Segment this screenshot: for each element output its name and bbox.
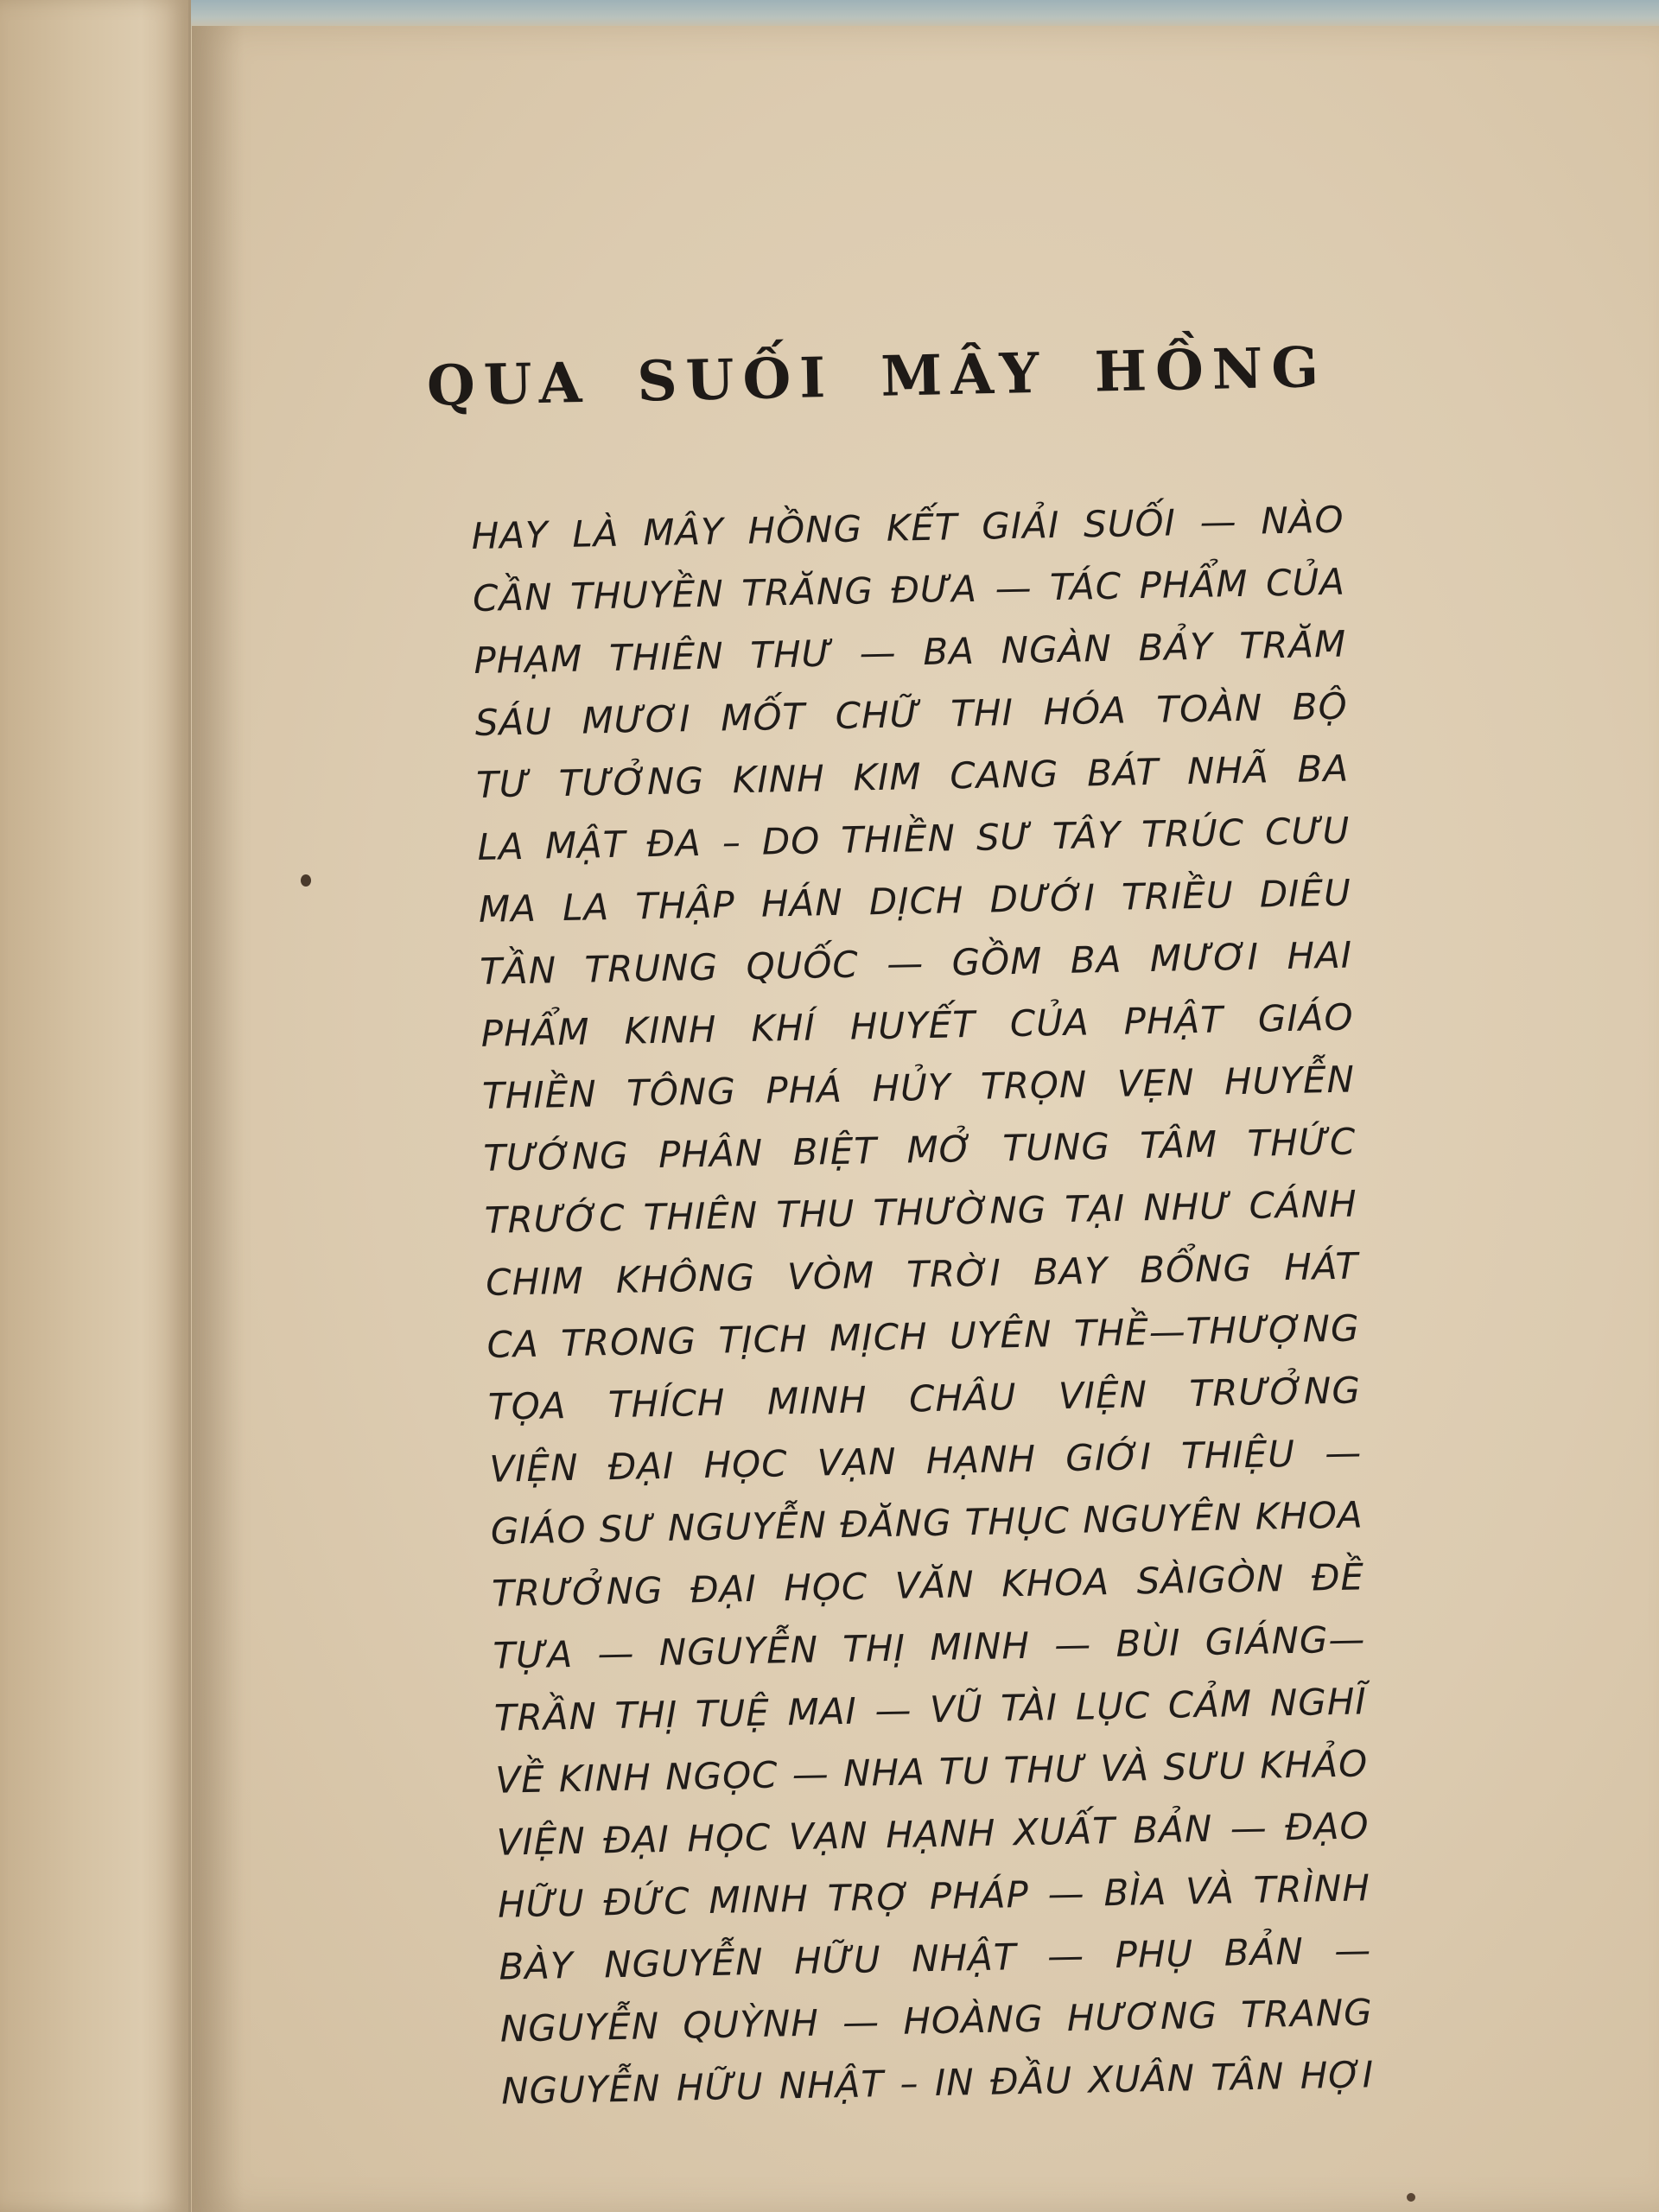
- text-line: VIỆN ĐẠI HỌC VẠN HẠNH XUẤT BẢN — ĐẠO: [496, 1804, 1370, 1864]
- text-line: TƯ TƯỞNG KINH KIM CANG BÁT NHÃ BA: [475, 747, 1350, 806]
- text-line: TẦN TRUNG QUỐC — GỒM BA MƯƠI HAI: [479, 933, 1353, 993]
- text-line: TRƯỞNG ĐẠI HỌC VĂN KHOA SÀIGÒN ĐỀ: [491, 1555, 1365, 1615]
- text-line: TRƯỚC THIÊN THU THƯỜNG TẠI NHƯ CÁNH: [484, 1182, 1358, 1242]
- text-line: TỰA — NGUYỄN THỊ MINH — BÙI GIÁNG—: [493, 1618, 1366, 1677]
- text-line: CẦN THUYỀN TRĂNG ĐƯA — TÁC PHẨM CỦA: [472, 560, 1346, 620]
- text-line: BÀY NGUYỄN HỮU NHẬT — PHỤ BẢN —: [499, 1929, 1372, 1988]
- background-strip: [0, 0, 1659, 29]
- paper-spot: [1407, 2193, 1415, 2202]
- text-line: HỮU ĐỨC MINH TRỢ PHÁP — BÌA VÀ TRÌNH: [497, 1866, 1371, 1926]
- paper-spot: [301, 874, 311, 887]
- text-line: TƯỚNG PHÂN BIỆT MỞ TUNG TÂM THỨC: [483, 1120, 1357, 1179]
- text-line: THIỀN TÔNG PHÁ HỦY TRỌN VẸN HUYỄN: [481, 1058, 1356, 1117]
- text-line: HAY LÀ MÂY HỒNG KẾT GIẢI SUỐI — NÀO: [471, 498, 1344, 557]
- text-line: PHẨM KINH KHÍ HUYẾT CỦA PHẬT GIÁO: [480, 995, 1355, 1055]
- text-line: NGUYỄN HỮU NHẬT – IN ĐẦU XUÂN TÂN HỢI: [500, 2053, 1375, 2113]
- text-line: NGUYỄN QUỲNH — HOÀNG HƯƠNG TRANG: [499, 1991, 1374, 2050]
- left-page-edge: [0, 0, 191, 2212]
- text-line: SÁU MƯƠI MỐT CHỮ THI HÓA TOÀN BỘ: [474, 684, 1349, 744]
- text-line: CHIM KHÔNG VÒM TRỜI BAY BỔNG HÁT: [485, 1244, 1359, 1304]
- text-line: CA TRONG TỊCH MỊCH UYÊN THỀ—THƯỢNG: [486, 1306, 1360, 1366]
- text-line: LA MẬT ĐA – DO THIỀN SƯ TÂY TRÚC CƯU: [477, 809, 1351, 868]
- body-text: [471, 489, 1375, 2123]
- text-line: MA LA THẬP HÁN DỊCH DƯỚI TRIỀU DIÊU: [478, 871, 1352, 931]
- text-line: GIÁO SƯ NGUYỄN ĐĂNG THỤC NGUYÊN KHOA: [490, 1493, 1364, 1553]
- text-line: VỀ KINH NGỌC — NHA TU THƯ VÀ SƯU KHẢO: [494, 1742, 1369, 1802]
- page-title: QUA SUỐI MÂY HỒNG: [426, 334, 1328, 419]
- text-line: TRẦN THỊ TUỆ MAI — VŨ TÀI LỤC CẢM NGHĨ: [493, 1680, 1368, 1739]
- text-line: VIỆN ĐẠI HỌC VẠN HẠNH GIỚI THIỆU —: [488, 1431, 1363, 1491]
- text-line: TỌA THÍCH MINH CHÂU VIỆN TRƯỞNG: [487, 1369, 1362, 1428]
- text-line: PHẠM THIÊN THƯ — BA NGÀN BẢY TRĂM: [473, 622, 1347, 682]
